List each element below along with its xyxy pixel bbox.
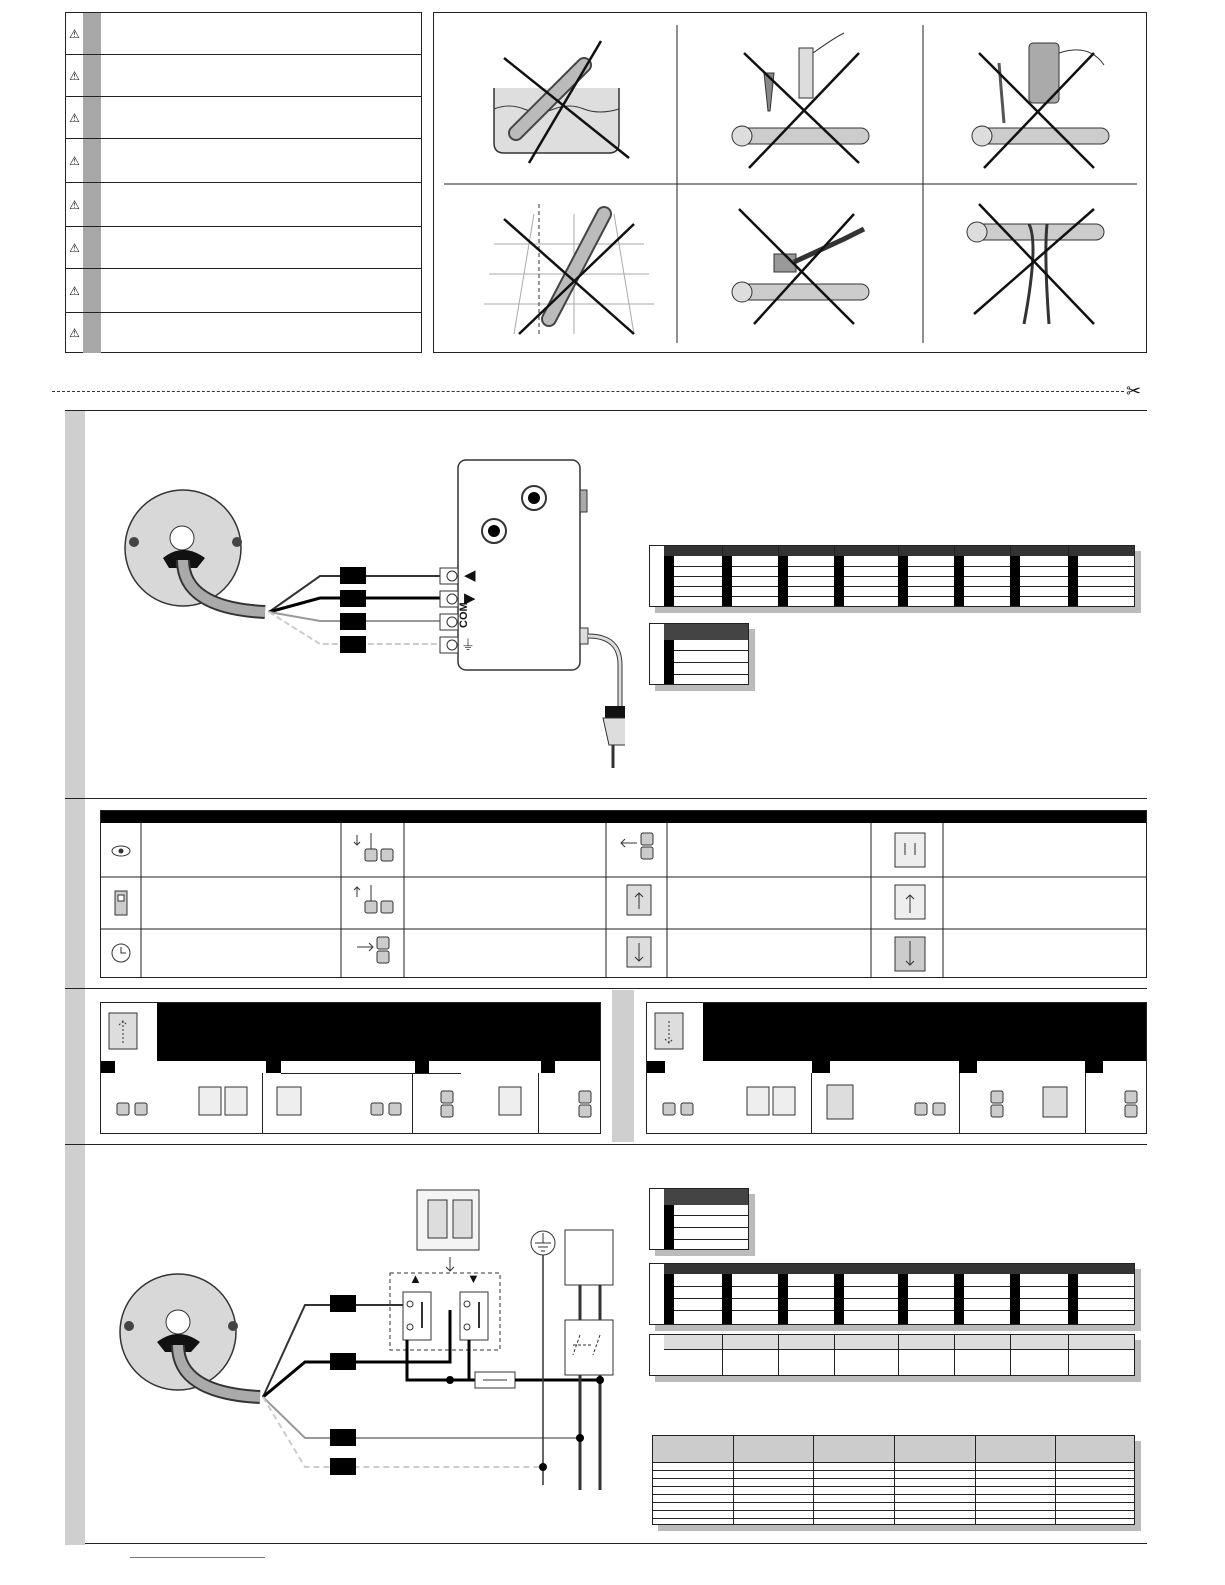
symbol-legend-grid [101, 823, 1146, 977]
warning-triangle-icon: ⚠ [69, 240, 80, 255]
power-unit-icon [115, 891, 127, 915]
scissors-icon: ✂ [1126, 381, 1142, 401]
symbol-legend-table [100, 810, 1147, 978]
no-hammer-icon [732, 209, 869, 324]
eye-icon [112, 846, 130, 856]
spec-table-1 [649, 545, 1135, 607]
no-water-icon [494, 41, 629, 163]
shutter-up-icon [101, 1003, 157, 1061]
warning-triangle-icon: ⚠ [69, 197, 80, 212]
warning-row [66, 13, 421, 55]
spec-table-5 [649, 1334, 1135, 1376]
warning-triangle-icon: ⚠ [69, 326, 80, 340]
clock-icon [112, 944, 130, 962]
prohibition-pictograms [433, 12, 1147, 353]
procedure-down-icons [647, 1073, 1146, 1133]
shutter-down-limit-icon [895, 937, 925, 971]
spec-table-3 [649, 1188, 749, 1250]
no-drill-icon [972, 43, 1109, 168]
warning-triangle-icon: ⚠ [69, 283, 80, 298]
warning-triangle-icon: ⚠ [69, 153, 80, 168]
terminal-down-label: ▶ [464, 590, 476, 607]
plug-wiring-diagram [85, 450, 625, 780]
warning-row [66, 269, 421, 313]
shutter-up-icon [627, 885, 651, 915]
release-button-icon [354, 885, 393, 913]
warning-row [66, 313, 421, 353]
cut-line [52, 391, 1124, 392]
warning-row [66, 227, 421, 269]
spec-table-6 [652, 1435, 1135, 1525]
release-both-buttons-icon [621, 833, 653, 859]
spec-table-2 [649, 623, 749, 685]
switch-down-label: ▼ [467, 1271, 480, 1286]
warning-triangle-icon: ⚠ [69, 68, 80, 83]
no-screw-icon [732, 33, 869, 168]
procedure-up-limit [100, 1002, 601, 1134]
terminal-com-label: COM [458, 602, 470, 628]
footer-link[interactable] [130, 1557, 265, 1558]
prohibition-illustrations [434, 13, 1146, 352]
shutter-down-icon [647, 1003, 703, 1061]
terminal-up-label: ◀ [464, 567, 476, 584]
shutter-down-icon [627, 937, 651, 967]
earth-icon: ⏚ [461, 637, 475, 653]
switch-up-label: ▲ [409, 1271, 422, 1286]
warning-row [66, 97, 421, 139]
shutter-jog-icon [895, 833, 925, 867]
warning-triangle-icon: ⚠ [69, 110, 80, 125]
warning-row [66, 183, 421, 227]
press-button-icon [354, 833, 393, 861]
warning-triangle-icon: ⚠ [69, 26, 80, 41]
warnings-list [65, 12, 422, 353]
spec-table-4 [649, 1263, 1135, 1325]
no-drop-icon [484, 204, 654, 334]
warning-row [66, 55, 421, 97]
switch-wiring-diagram [85, 1175, 645, 1525]
shutter-up-limit-icon [895, 885, 925, 919]
no-pliers-icon [967, 204, 1104, 324]
procedure-up-icons [101, 1073, 600, 1133]
warning-row [66, 139, 421, 183]
press-both-buttons-icon [357, 937, 389, 963]
procedure-down-limit [646, 1002, 1147, 1134]
